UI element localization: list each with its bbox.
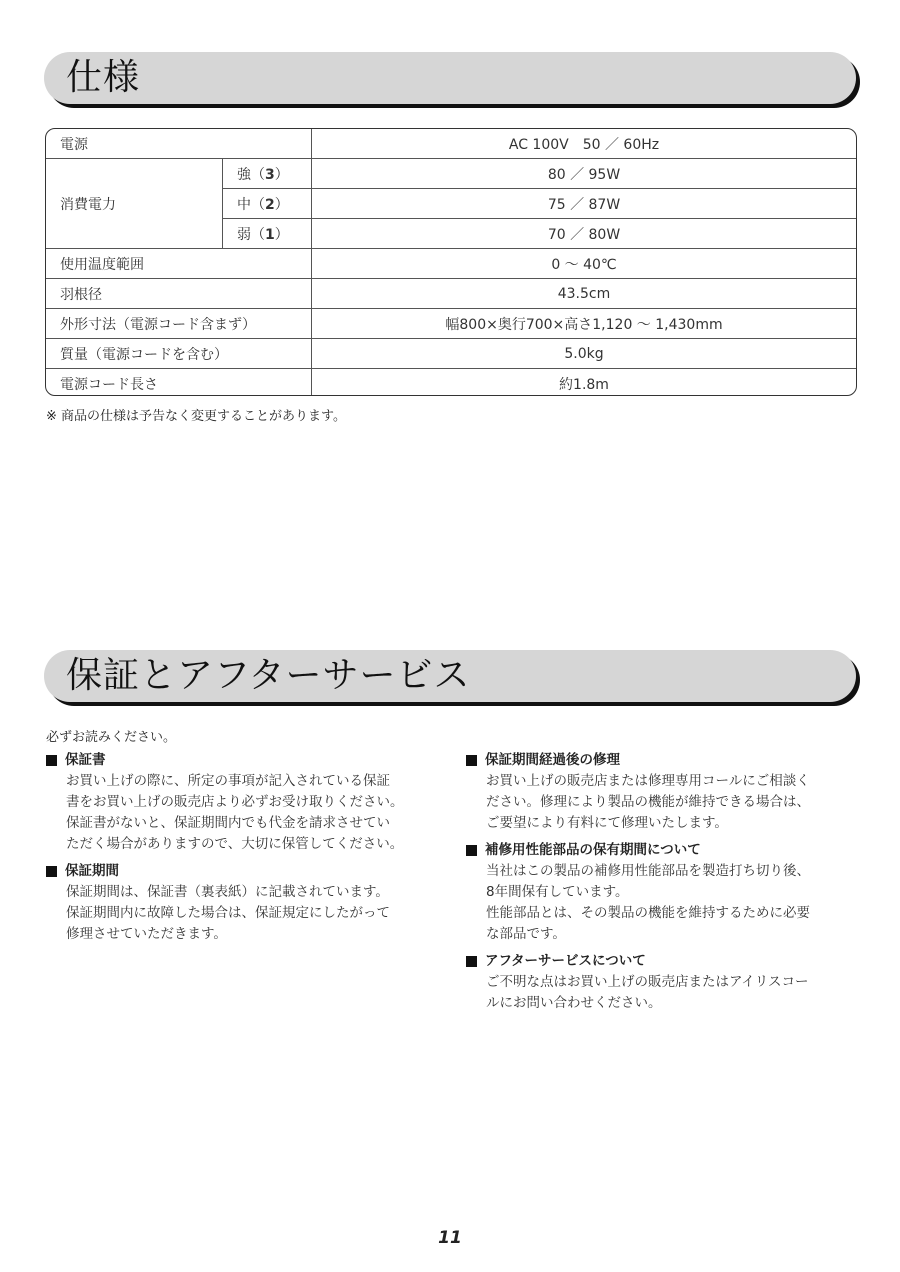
spec-value: 70 ／ 80W	[312, 219, 857, 249]
body-line: 修理させていただきます。	[66, 926, 227, 942]
table-row	[46, 279, 856, 309]
table-row	[46, 159, 856, 189]
spec-label: 電源コード長さ	[46, 369, 312, 397]
mode-level: 1	[265, 226, 275, 243]
warranty-item	[46, 750, 446, 855]
spec-label: 消費電力	[46, 159, 223, 249]
square-bullet-icon	[466, 845, 477, 856]
body-line: ご不明な点はお買い上げの販売店またはアイリスコー	[486, 974, 809, 990]
section-title: 保証とアフターサービス	[66, 655, 471, 696]
body-line: 8年間保有しています。	[486, 884, 629, 900]
body-line: 当社はこの製品の補修用性能部品を製造打ち切り後、	[486, 863, 810, 879]
body-line: 保証書がないと、保証期間内でも代金を請求させてい	[66, 815, 390, 831]
table-row	[46, 129, 856, 159]
item-heading: 保証書	[65, 752, 106, 768]
section-header-specs	[44, 52, 856, 104]
mode-cell: 弱（1）	[223, 219, 312, 249]
mode-cell: 中（2）	[223, 189, 312, 219]
mode-level: 2	[265, 196, 275, 213]
spec-label: 質量（電源コードを含む）	[46, 339, 312, 369]
body-line: な部品です。	[486, 926, 566, 942]
spec-label: 使用温度範囲	[46, 249, 312, 279]
body-line: ルにお問い合わせください。	[486, 995, 662, 1011]
item-heading: アフターサービスについて	[485, 953, 646, 969]
mode-level: 3	[265, 166, 275, 183]
mode-cell: 強（3）	[223, 159, 312, 189]
body-line: 性能部品とは、その製品の機能を維持するために必要	[486, 905, 810, 921]
section-header-warranty	[44, 650, 856, 702]
page-number: 11	[438, 1228, 462, 1248]
table-row	[46, 369, 856, 397]
body-line: ださい。修理により製品の機能が維持できる場合は、	[486, 794, 810, 810]
section-title: 仕様	[66, 57, 141, 98]
spec-label: 電源	[46, 129, 312, 159]
spec-value: 5.0kg	[312, 339, 857, 369]
body-line: ただく場合がありますので、大切に保管してください。	[66, 836, 404, 852]
left-column	[46, 750, 446, 951]
spec-value: 80 ／ 95W	[312, 159, 857, 189]
warranty-item	[466, 840, 866, 945]
mode-label: 中	[237, 196, 251, 213]
spec-note: ※ 商品の仕様は予告なく変更することがあります。	[46, 409, 346, 424]
item-heading: 補修用性能部品の保有期間について	[485, 842, 701, 858]
right-column	[466, 750, 866, 1020]
spec-value: 43.5cm	[312, 279, 857, 309]
body-line: 保証期間は、保証書（裏表紙）に記載されています。	[66, 884, 389, 900]
square-bullet-icon	[466, 755, 477, 766]
table-row	[46, 309, 856, 339]
warranty-item	[466, 951, 866, 1014]
spec-value: 約1.8m	[312, 369, 857, 397]
intro-text: 必ずお読みください。	[46, 730, 177, 745]
body-line: 保証期間内に故障した場合は、保証規定にしたがって	[66, 905, 390, 921]
spec-value: 幅800×奥行700×高さ1,120 ～ 1,430mm	[312, 309, 857, 339]
square-bullet-icon	[46, 755, 57, 766]
spec-value: AC 100V 50 ／ 60Hz	[312, 129, 857, 159]
spec-label: 外形寸法（電源コード含まず）	[46, 309, 312, 339]
square-bullet-icon	[466, 956, 477, 967]
body-line: お買い上げの販売店または修理専用コールにご相談く	[486, 773, 810, 789]
mode-label: 弱	[237, 226, 251, 243]
body-line: お買い上げの際に、所定の事項が記入されている保証	[66, 773, 390, 789]
warranty-item	[466, 750, 866, 834]
item-heading: 保証期間	[65, 863, 119, 879]
body-line: 書をお買い上げの販売店より必ずお受け取りください。	[66, 794, 404, 810]
spec-value: 75 ／ 87W	[312, 189, 857, 219]
warranty-item	[46, 861, 446, 945]
mode-label: 強	[237, 166, 251, 183]
table-row	[46, 339, 856, 369]
spec-table	[45, 128, 857, 396]
square-bullet-icon	[46, 866, 57, 877]
spec-value: 0 ～ 40℃	[312, 249, 857, 279]
table-row	[46, 249, 856, 279]
item-heading: 保証期間経過後の修理	[485, 752, 620, 768]
body-line: ご要望により有料にて修理いたします。	[486, 815, 728, 831]
spec-label: 羽根径	[46, 279, 312, 309]
